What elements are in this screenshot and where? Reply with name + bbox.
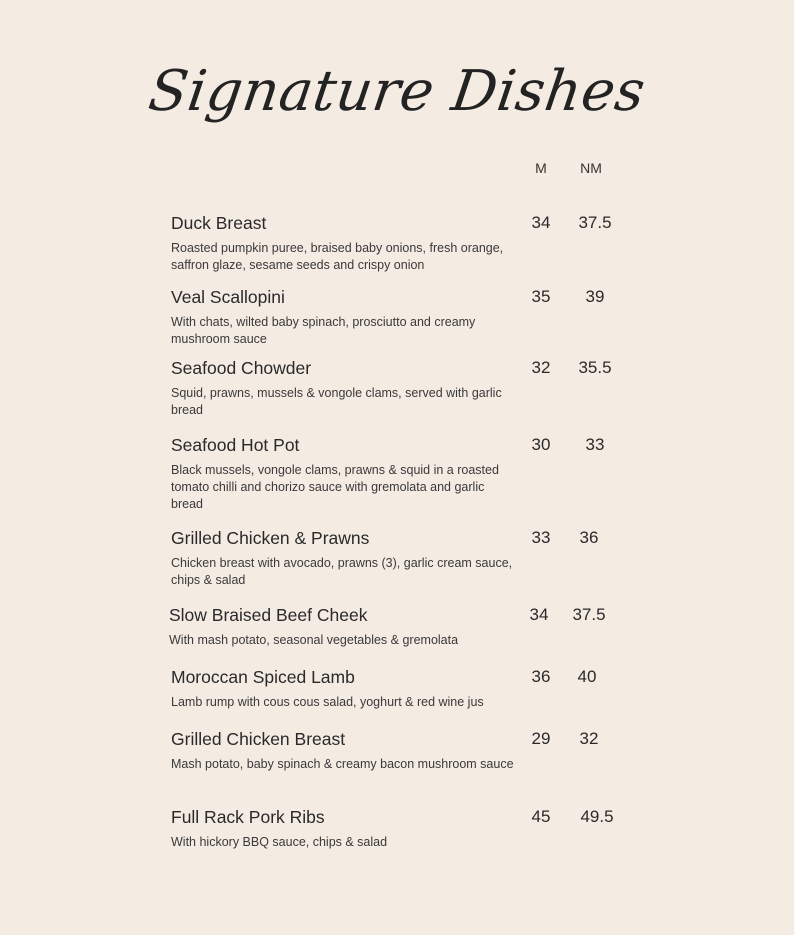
menu-item-price-nm: 33: [585, 435, 605, 454]
menu-item-price-m: 32: [531, 358, 551, 377]
menu-item-grilled-chicken-prawns: [171, 527, 621, 589]
menu-item-price-nm: 37.5: [578, 213, 612, 232]
menu-item-name: Full Rack Pork Ribs: [171, 807, 325, 827]
menu-item-description: Roasted pumpkin puree, braised baby onions, fresh orange, saffron glaze, sesame seeds and crispy onion: [171, 241, 504, 272]
menu-item-name: Grilled Chicken & Prawns: [171, 528, 370, 548]
menu-item-description: With chats, wilted baby spinach, prosciutto and creamy mushroom sauce: [171, 315, 476, 346]
menu-item-slow-braised-beef-cheek: [169, 604, 619, 649]
menu-item-name: Veal Scallopini: [171, 287, 285, 307]
menu-item-name: Moroccan Spiced Lamb: [171, 667, 355, 687]
menu-item-seafood-chowder: [171, 357, 621, 419]
menu-item-price-nm: 40: [577, 667, 597, 686]
menu-item-description: With mash potato, seasonal vegetables & gremolata: [169, 633, 459, 647]
menu-item-price-m: 33: [531, 528, 551, 547]
menu-item-name: Grilled Chicken Breast: [171, 729, 346, 749]
menu-item-veal-scallopini: [171, 286, 621, 348]
menu-item-name: Slow Braised Beef Cheek: [169, 605, 368, 625]
menu-item-price-nm: 37.5: [572, 605, 606, 624]
menu-item-price-m: 34: [531, 213, 551, 232]
column-header-nm: NM: [580, 160, 602, 176]
menu-item-name: Duck Breast: [171, 213, 267, 233]
menu-item-price-m: 34: [529, 605, 549, 624]
menu-item-price-m: 45: [531, 807, 551, 826]
menu-item-price-nm: 35.5: [578, 358, 612, 377]
menu-item-price-m: 30: [531, 435, 551, 454]
menu-item-description: With hickory BBQ sauce, chips & salad: [171, 835, 388, 849]
menu-item-moroccan-spiced-lamb: [171, 666, 621, 711]
menu-item-description: Black mussels, vongole clams, prawns & squid in a roasted tomato chilli and chorizo sauce with gremolata and garlic bread: [171, 463, 499, 511]
menu-item-price-m: 29: [531, 729, 551, 748]
menu-item-duck-breast: [171, 212, 621, 274]
menu-item-price-nm: 49.5: [580, 807, 614, 826]
menu-item-description: Chicken breast with avocado, prawns (3), garlic cream sauce, chips & salad: [171, 556, 513, 587]
menu-item-price-m: 35: [531, 287, 551, 306]
menu-item-description: Squid, prawns, mussels & vongole clams, served with garlic bread: [171, 386, 502, 417]
menu-item-seafood-hot-pot: [171, 434, 621, 513]
menu-item-price-m: 36: [531, 667, 551, 686]
menu-item-price-nm: 36: [579, 528, 599, 547]
menu-item-price-nm: 32: [579, 729, 599, 748]
menu-item-grilled-chicken-breast: [171, 728, 621, 773]
menu-title: Signature Dishes: [144, 59, 650, 124]
menu-item-description: Mash potato, baby spinach & creamy bacon mushroom sauce: [171, 757, 514, 771]
menu-item-name: Seafood Chowder: [171, 358, 312, 378]
menu-item-name: Seafood Hot Pot: [171, 435, 300, 455]
menu-item-description: Lamb rump with cous cous salad, yoghurt & red wine jus: [171, 695, 484, 709]
menu-item-full-rack-pork-ribs: [171, 806, 621, 851]
menu-item-price-nm: 39: [585, 287, 605, 306]
column-header-m: M: [535, 160, 547, 176]
